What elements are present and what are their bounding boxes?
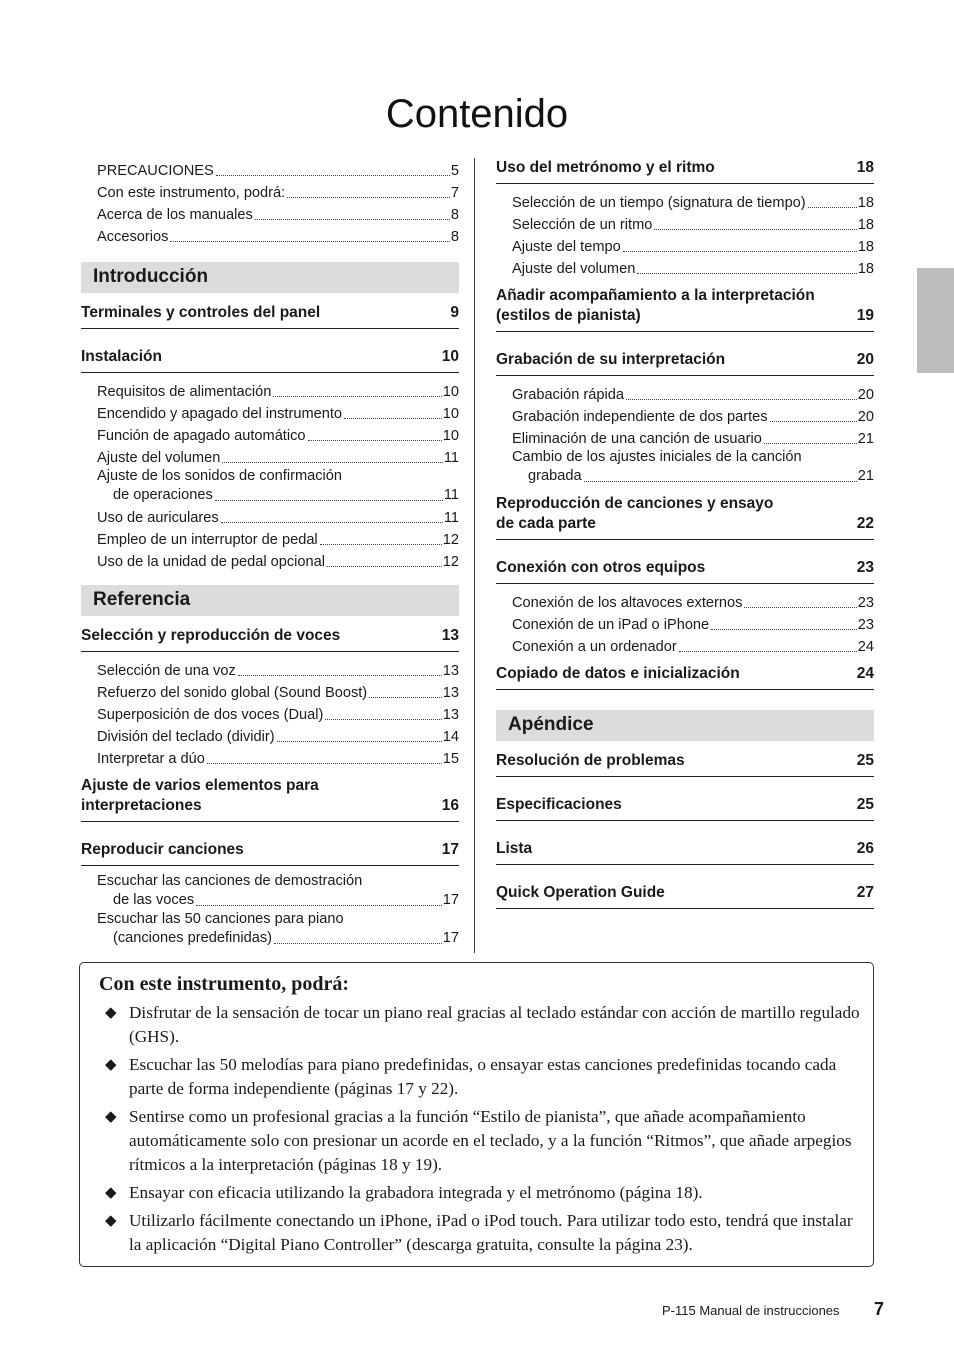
- chapter-page: 20: [856, 351, 874, 368]
- dot-leader: [196, 904, 442, 906]
- chapter-terminales[interactable]: [81, 303, 459, 329]
- toc-entry-title: Requisitos de alimentación: [97, 384, 272, 400]
- dot-leader: [344, 417, 442, 419]
- toc-entry-title: Acerca de los manuales: [97, 207, 253, 223]
- toc-entry-line2: [97, 486, 459, 505]
- toc-entry-title: Grabación rápida: [512, 387, 624, 403]
- toc-entry-title-line1: Escuchar las 50 canciones para piano: [97, 911, 344, 927]
- chapter-anadir[interactable]: [496, 286, 874, 332]
- toc-entry[interactable]: [81, 746, 459, 768]
- chapter-page: 22: [856, 515, 874, 532]
- chapter-especificaciones[interactable]: [496, 795, 874, 821]
- features-box: [79, 962, 874, 1267]
- toc-right-column: [496, 158, 874, 915]
- chapter-page: 13: [441, 627, 459, 644]
- toc-entry-page: 24: [857, 639, 874, 655]
- feature-item: [105, 1053, 860, 1101]
- conexion-list: [496, 590, 874, 656]
- toc-entry-title: Uso de auriculares: [97, 510, 219, 526]
- toc-entry-page: 14: [442, 729, 459, 745]
- toc-entry-title: Conexión a un ordenador: [512, 639, 677, 655]
- toc-entry-page: 23: [857, 595, 874, 611]
- dot-leader: [287, 196, 450, 198]
- toc-entry-title: Empleo de un interruptor de pedal: [97, 532, 318, 548]
- chapter-metronomo[interactable]: [496, 158, 874, 184]
- reproducir-list: [81, 872, 459, 948]
- feature-item: [105, 1181, 860, 1205]
- toc-entry-title: Ajuste del volumen: [512, 261, 636, 277]
- toc-entry-page: 18: [857, 217, 874, 233]
- toc-entry-title: Accesorios: [97, 229, 169, 245]
- chapter-title: Uso del metrónomo y el ritmo: [496, 159, 715, 176]
- instalacion-list: [81, 379, 459, 571]
- toc-entry-page: 15: [442, 751, 459, 767]
- toc-entry-title: Función de apagado automático: [97, 428, 306, 444]
- chapter-resolucion[interactable]: [496, 751, 874, 777]
- toc-entry[interactable]: [81, 527, 459, 549]
- chapter-page: 16: [441, 797, 459, 814]
- toc-entry[interactable]: [496, 212, 874, 234]
- toc-entry-page: 18: [857, 195, 874, 211]
- toc-entry-title: Eliminación de una canción de usuario: [512, 431, 762, 447]
- toc-entry-page: 23: [857, 617, 874, 633]
- dot-leader: [222, 461, 443, 463]
- dot-leader: [369, 696, 442, 698]
- feature-item: [105, 1105, 860, 1177]
- page-title: Contenido: [385, 92, 569, 136]
- toc-entry-page: 11: [443, 450, 459, 466]
- chapter-lista[interactable]: [496, 839, 874, 865]
- toc-entry[interactable]: [81, 680, 459, 702]
- chapter-title: Ajuste de varios elementos para interpretaciones: [81, 777, 319, 814]
- toc-entry-title: Encendido y apagado del instrumento: [97, 406, 343, 422]
- toc-entry-title: Uso de la unidad de pedal opcional: [97, 554, 325, 570]
- toc-entry-title: Selección de un tiempo (signatura de tiempo): [512, 195, 806, 211]
- chapter-page: 25: [856, 796, 874, 813]
- chapter-title: Grabación de su interpretación: [496, 351, 726, 368]
- chapter-title: Lista: [496, 840, 533, 857]
- toc-entry-page: 12: [442, 554, 459, 570]
- chapter-title: Copiado de datos e inicialización: [496, 665, 740, 682]
- toc-entry-title: Selección de una voz: [97, 663, 236, 679]
- toc-entry-title: de las voces: [113, 892, 195, 908]
- toc-entry[interactable]: [97, 180, 459, 202]
- dot-leader: [207, 762, 442, 764]
- dot-leader: [221, 521, 443, 523]
- toc-entry[interactable]: [81, 423, 459, 445]
- chapter-title: Terminales y controles del panel: [81, 304, 321, 321]
- chapter-title: Añadir acompañamiento a la interpretación (estilos de pianista): [496, 287, 815, 324]
- toc-entry-page: 5: [450, 163, 459, 179]
- dot-leader: [654, 228, 856, 230]
- chapter-quick-guide[interactable]: [496, 883, 874, 909]
- toc-entry-title: División del teclado (dividir): [97, 729, 275, 745]
- toc-entry-title: Ajuste del volumen: [97, 450, 221, 466]
- dot-leader: [320, 543, 442, 545]
- toc-entry-title: grabada: [528, 468, 582, 484]
- toc-entry-page: 13: [442, 685, 459, 701]
- chapter-title: Especificaciones: [496, 796, 622, 813]
- toc-entry[interactable]: [496, 404, 874, 426]
- chapter-ajuste-varios[interactable]: [81, 776, 459, 822]
- toc-entry-title: Refuerzo del sonido global (Sound Boost): [97, 685, 368, 701]
- feature-text: Disfrutar de la sensación de tocar un piano real gracias al teclado estándar con acción de martillo regulado (GHS).: [129, 1003, 860, 1046]
- dot-leader: [255, 218, 450, 220]
- toc-entry[interactable]: [496, 234, 874, 256]
- dot-leader: [273, 395, 441, 397]
- toc-entry[interactable]: [496, 190, 874, 212]
- toc-entry-title-line1: Cambio de los ajustes iniciales de la canción: [512, 449, 802, 465]
- toc-entry[interactable]: [81, 702, 459, 724]
- toc-entry-page: 21: [857, 468, 874, 484]
- toc-entry[interactable]: [81, 658, 459, 680]
- front-matter-list: [81, 158, 459, 246]
- toc-entry[interactable]: [81, 445, 459, 467]
- toc-entry[interactable]: [97, 158, 459, 180]
- dot-leader: [744, 606, 856, 608]
- toc-entry-title: (canciones predefinidas): [113, 930, 272, 946]
- chapter-copiado[interactable]: [496, 664, 874, 690]
- toc-entry-page: 18: [857, 261, 874, 277]
- diamond-bullet-icon: ◆: [105, 1005, 117, 1021]
- toc-entry-page: 8: [450, 207, 459, 223]
- toc-entry[interactable]: [81, 549, 459, 571]
- toc-entry-title: Ajuste del tempo: [512, 239, 621, 255]
- toc-entry-page: 17: [442, 892, 459, 908]
- toc-entry-line2: [512, 467, 874, 486]
- voces-list: [81, 658, 459, 768]
- dot-leader: [679, 650, 857, 652]
- toc-entry[interactable]: [81, 724, 459, 746]
- toc-entry-line2: [97, 929, 459, 948]
- feature-text: Ensayar con eficacia utilizando la grabadora integrada y el metrónomo (página 18).: [129, 1183, 703, 1202]
- toc-entry-page: 17: [442, 930, 459, 946]
- toc-entry-title-line1: Ajuste de los sonidos de confirmación: [97, 468, 342, 484]
- chapter-page: 18: [856, 159, 874, 176]
- feature-text: Sentirse como un profesional gracias a la función “Estilo de pianista”, que añade acompañamiento automáticamente solo con presionar un acorde en el teclado, y a la función “Ritmos”, que añade arpegios rítmicos a la interpretación (páginas 18 y 19).: [129, 1107, 852, 1174]
- dot-leader: [325, 718, 441, 720]
- toc-entry[interactable]: [81, 505, 459, 527]
- section-introduccion: Introducción: [81, 262, 459, 293]
- feature-text: Escuchar las 50 melodías para piano predefinidas, o ensayar estas canciones predefinidas tocando cada parte de forma independiente (páginas 17 y 22).: [129, 1055, 837, 1098]
- features-box-title: Con este instrumento, podrá:: [99, 973, 349, 995]
- toc-entry-page: 12: [442, 532, 459, 548]
- side-section-tab: [917, 268, 954, 373]
- toc-entry-page: 10: [442, 384, 459, 400]
- chapter-conexion[interactable]: [496, 558, 874, 584]
- toc-entry-title: de operaciones: [113, 487, 213, 503]
- toc-entry-title: Interpretar a dúo: [97, 751, 205, 767]
- toc-entry-title: Selección de un ritmo: [512, 217, 653, 233]
- dot-leader: [764, 442, 857, 444]
- chapter-reproducir[interactable]: [81, 840, 459, 866]
- toc-entry[interactable]: [496, 448, 874, 486]
- dot-leader: [637, 272, 856, 274]
- chapter-page: 10: [441, 348, 459, 365]
- section-apendice: Apéndice: [496, 710, 874, 741]
- feature-item: [105, 1001, 860, 1049]
- toc-entry[interactable]: [81, 401, 459, 423]
- toc-entry-page: 11: [443, 487, 459, 503]
- feature-text: Utilizarlo fácilmente conectando un iPhone, iPad o iPod touch. Para utilizar todo esto, tendrá que instalar la aplicación “Digital Piano Controller” (descarga gratuita, consulte la página 23).: [129, 1211, 853, 1254]
- footer-manual-name: P-115 Manual de instrucciones: [662, 1303, 840, 1318]
- toc-entry-title: PRECAUCIONES: [97, 163, 214, 179]
- toc-entry[interactable]: [81, 872, 459, 910]
- toc-entry-page: 18: [857, 239, 874, 255]
- toc-entry[interactable]: [496, 426, 874, 448]
- chapter-page: 27: [856, 884, 874, 901]
- diamond-bullet-icon: ◆: [105, 1185, 117, 1201]
- toc-entry-page: 20: [857, 387, 874, 403]
- features-list: [105, 1001, 860, 1261]
- toc-entry[interactable]: [81, 910, 459, 948]
- dot-leader: [623, 250, 857, 252]
- chapter-title: Conexión con otros equipos: [496, 559, 706, 576]
- dot-leader: [808, 206, 857, 208]
- chapter-page: 26: [856, 840, 874, 857]
- toc-entry-title: Conexión de los altavoces externos: [512, 595, 743, 611]
- dot-leader: [711, 628, 857, 630]
- chapter-title: Reproducir canciones: [81, 841, 244, 858]
- toc-entry-page: 13: [442, 663, 459, 679]
- chapter-instalacion[interactable]: [81, 347, 459, 373]
- toc-entry[interactable]: [496, 634, 874, 656]
- toc-entry-page: 7: [450, 185, 459, 201]
- toc-entry-page: 13: [442, 707, 459, 723]
- toc-entry-page: 8: [450, 229, 459, 245]
- page-footer: [662, 1299, 885, 1319]
- toc-entry[interactable]: [97, 224, 459, 246]
- toc-entry[interactable]: [496, 612, 874, 634]
- dot-leader: [584, 480, 857, 482]
- dot-leader: [308, 439, 442, 441]
- toc-entry-page: 20: [857, 409, 874, 425]
- dot-leader: [238, 674, 442, 676]
- toc-entry-page: 10: [442, 428, 459, 444]
- toc-entry-title-line1: Escuchar las canciones de demostración: [97, 873, 363, 889]
- metronomo-list: [496, 190, 874, 278]
- feature-item: [105, 1209, 860, 1257]
- dot-leader: [626, 398, 857, 400]
- chapter-title: Quick Operation Guide: [496, 884, 665, 901]
- toc-entry-title: Conexión de un iPad o iPhone: [512, 617, 710, 633]
- chapter-title: Resolución de problemas: [496, 752, 685, 769]
- chapter-title: Reproducción de canciones y ensayo de cada parte: [496, 495, 774, 532]
- chapter-page: 9: [450, 304, 459, 321]
- dot-leader: [215, 499, 443, 501]
- footer-page-number: 7: [874, 1299, 885, 1319]
- diamond-bullet-icon: ◆: [105, 1057, 117, 1073]
- chapter-grabacion[interactable]: [496, 350, 874, 376]
- chapter-page: 24: [856, 665, 874, 682]
- chapter-page: 23: [856, 559, 874, 576]
- dot-leader: [274, 942, 442, 944]
- dot-leader: [170, 240, 450, 242]
- toc-entry-page: 10: [442, 406, 459, 422]
- chapter-page: 19: [856, 307, 874, 324]
- toc-entry-title: Superposición de dos voces (Dual): [97, 707, 324, 723]
- grabacion-list: [496, 382, 874, 486]
- diamond-bullet-icon: ◆: [105, 1213, 117, 1229]
- toc-entry[interactable]: [496, 382, 874, 404]
- toc-entry[interactable]: [81, 379, 459, 401]
- toc-entry-page: 21: [857, 431, 874, 447]
- toc-entry-page: 11: [443, 510, 459, 526]
- toc-entry[interactable]: [496, 256, 874, 278]
- toc-left-column: [81, 158, 459, 948]
- section-referencia: Referencia: [81, 585, 459, 616]
- chapter-title: Selección y reproducción de voces: [81, 627, 341, 644]
- diamond-bullet-icon: ◆: [105, 1109, 117, 1125]
- dot-leader: [770, 420, 857, 422]
- toc-entry[interactable]: [97, 202, 459, 224]
- toc-entry[interactable]: [81, 467, 459, 505]
- dot-leader: [216, 174, 450, 176]
- toc-entry-title: Grabación independiente de dos partes: [512, 409, 768, 425]
- chapter-page: 25: [856, 752, 874, 769]
- toc-entry-line2: [97, 891, 459, 910]
- chapter-page: 17: [441, 841, 459, 858]
- chapter-reproduccion-ensayo[interactable]: [496, 494, 874, 540]
- chapter-seleccion-voces[interactable]: [81, 626, 459, 652]
- toc-entry[interactable]: [496, 590, 874, 612]
- dot-leader: [277, 740, 442, 742]
- dot-leader: [327, 565, 442, 567]
- column-divider: [474, 158, 475, 953]
- chapter-title: Instalación: [81, 348, 162, 365]
- toc-entry-title: Con este instrumento, podrá:: [97, 185, 286, 201]
